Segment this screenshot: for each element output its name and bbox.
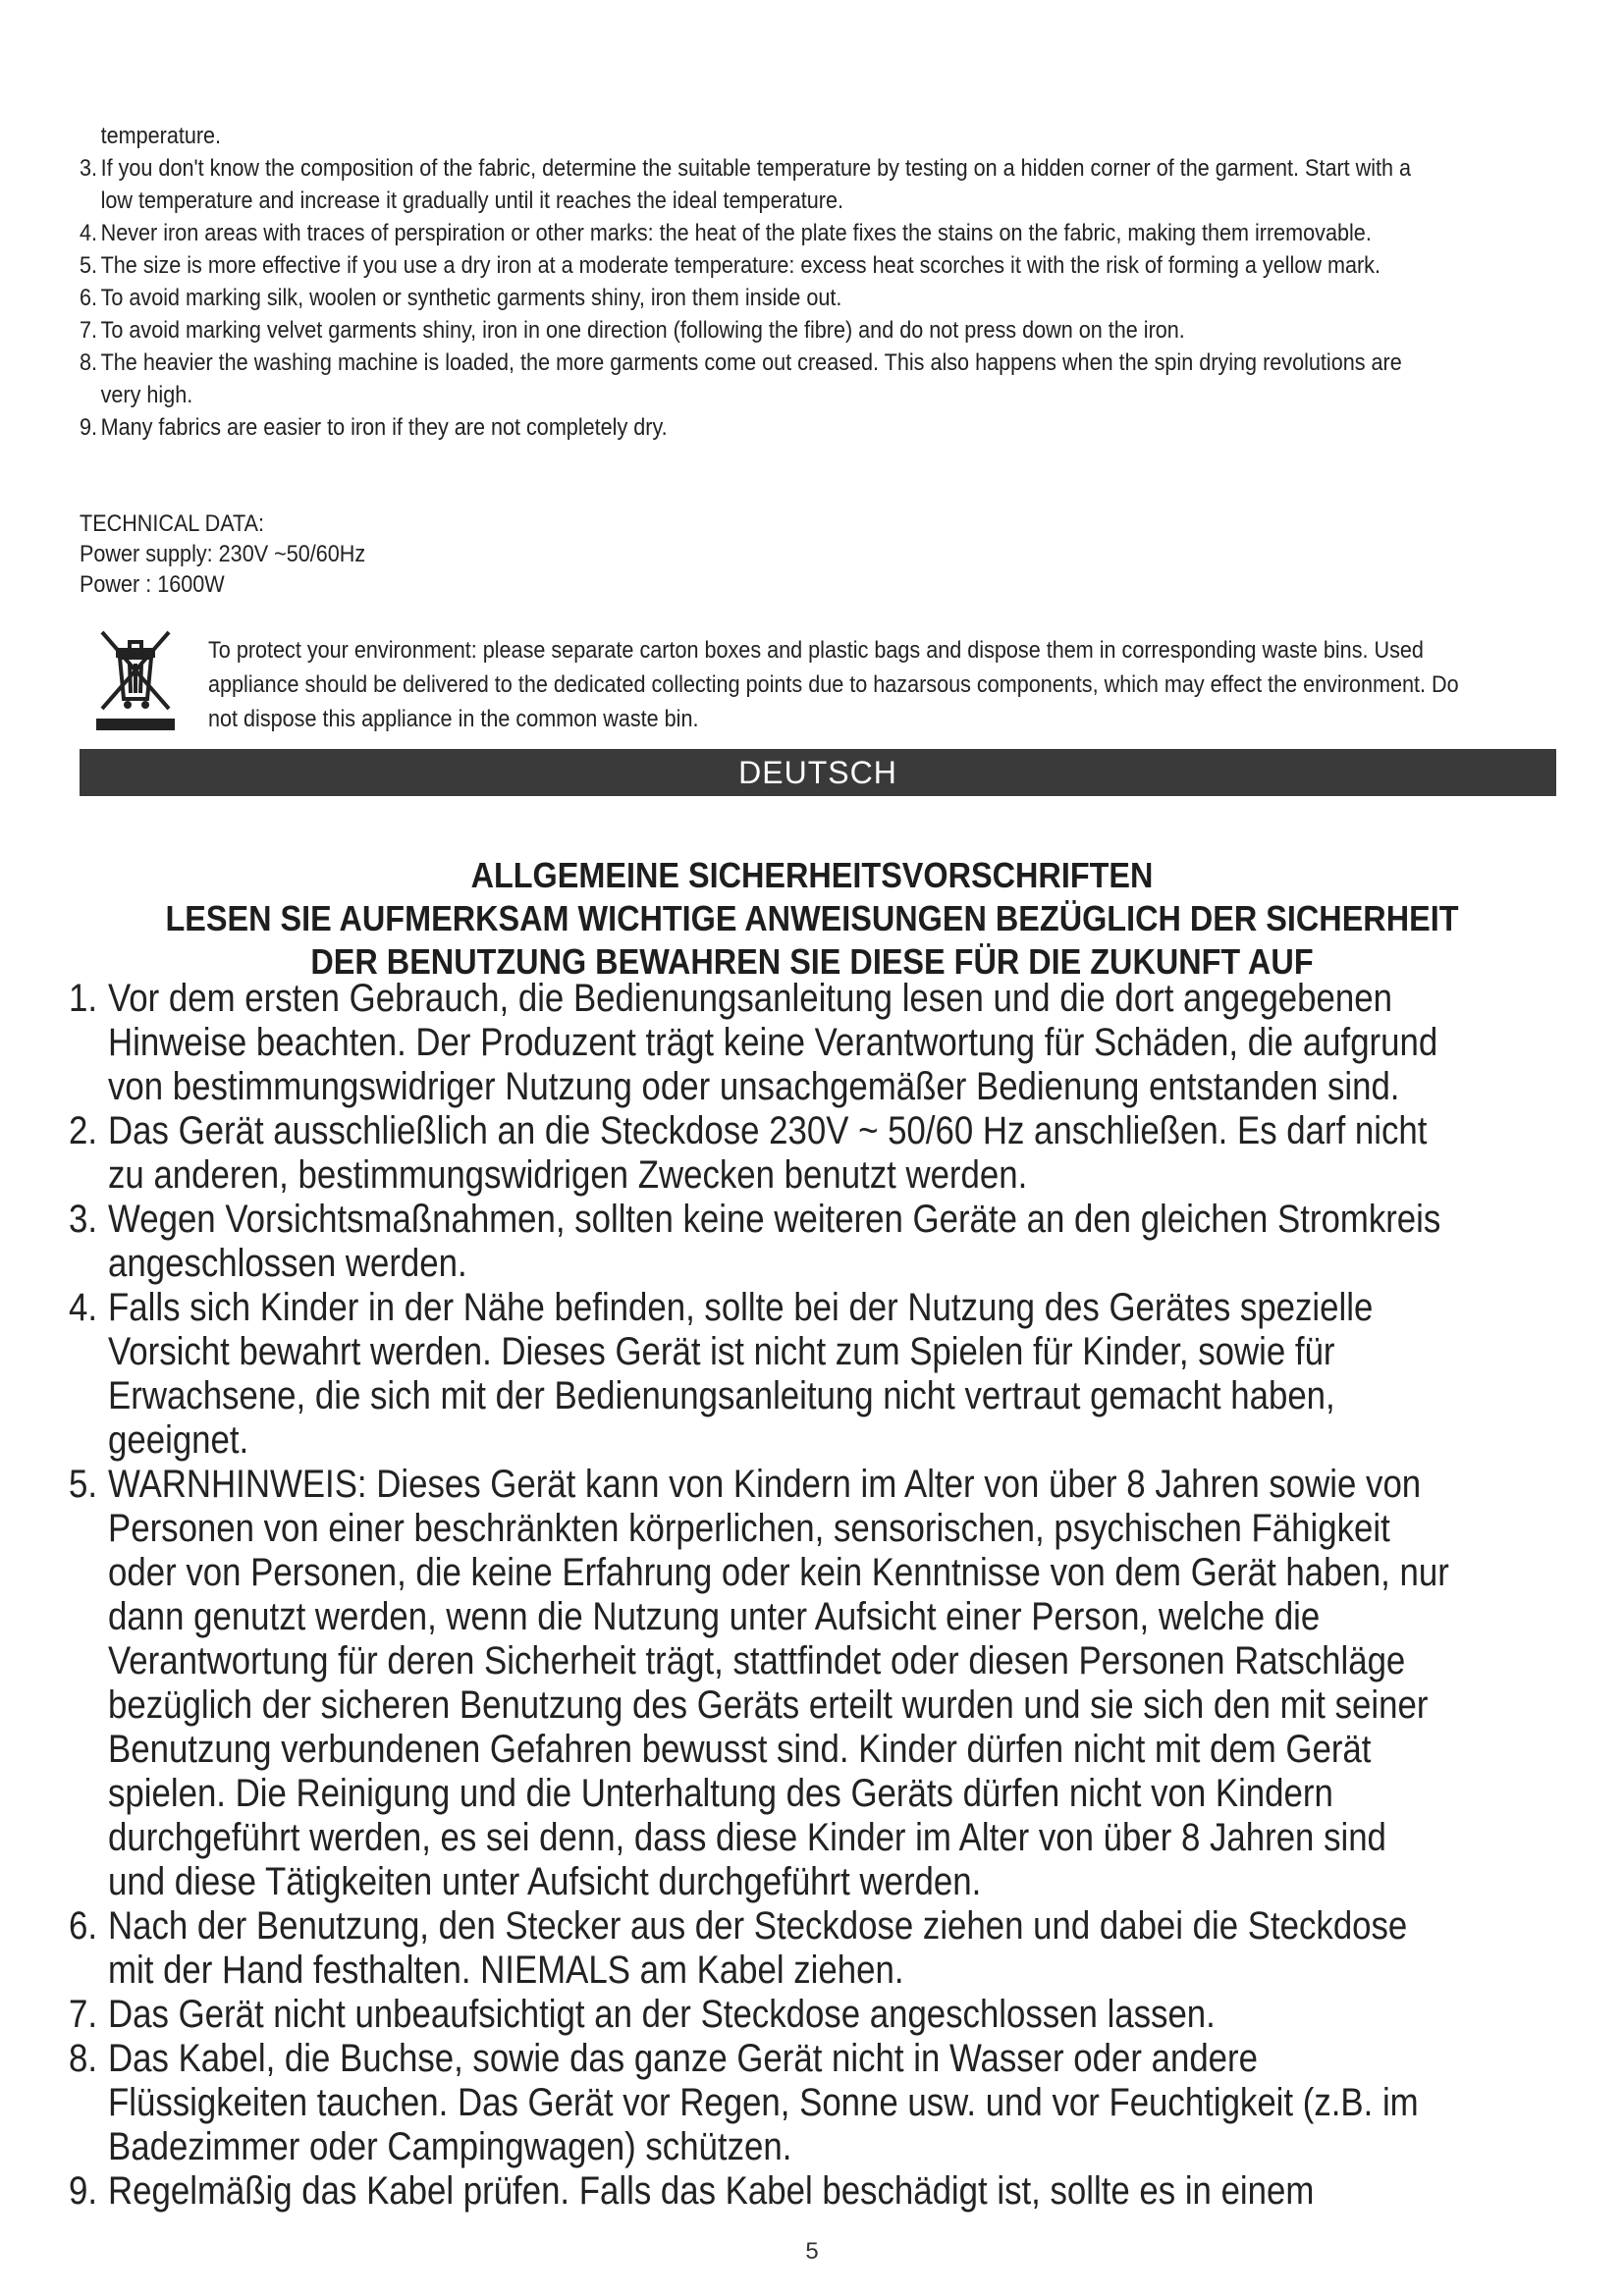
list-item: 1. Vor dem ersten Gebrauch, die Bedienungsanleitung lesen und die dort angegebenen Hinweise beachten. Der Produzent trägt keine Verantwortung für Schäden, die aufgrund von bestimmungswidriger Nutzung oder unsachgemäßer Bedienung entstanden sind. xyxy=(69,977,1438,1108)
english-section xyxy=(80,120,1423,444)
heading-line: DER BENUTZUNG BEWAHREN SIE DIESE FÜR DIE ZUKUNFT AUF xyxy=(310,941,1314,982)
list-item: 8. The heavier the washing machine is loaded, the more garments come out creased. This also happens when the spin drying revolutions are very high. xyxy=(80,349,1402,408)
list-item: 7. To avoid marking velvet garments shiny, iron in one direction (following the fibre) and do not press down on the iron. xyxy=(80,317,1185,344)
technical-data xyxy=(80,508,365,600)
language-bar: DEUTSCH xyxy=(80,749,1556,796)
list-item: 4. Falls sich Kinder in der Nähe befinden, sollte bei der Nutzung des Gerätes spezielle Vorsicht bewahrt werden. Dieses Gerät ist nicht zum Spielen für Kinder, sowie für Erwachsene, die sich mit der Bedienungsanleitung nicht vertraut gemacht haben, geeignet. xyxy=(69,1286,1374,1462)
weee-crossed-bin-icon xyxy=(94,624,177,734)
power-rating: Power : 1600W xyxy=(80,571,225,598)
list-item: 3. Wegen Vorsichtsmaßnahmen, sollten keine weiteren Geräte an den gleichen Stromkreis angeschlossen werden. xyxy=(69,1198,1441,1285)
list-item: 4. Never iron areas with traces of perspiration or other marks: the heat of the plate fixes the stains on the fabric, making them irremovable. xyxy=(80,220,1372,246)
list-item: 6. To avoid marking silk, woolen or synthetic garments shiny, iron them inside out. xyxy=(80,285,842,311)
heading-line: LESEN SIE AUFMERKSAM WICHTIGE ANWEISUNGEN BEZÜGLICH DER SICHERHEIT xyxy=(165,898,1459,938)
power-supply: Power supply: 230V ~50/60Hz xyxy=(80,541,366,567)
german-section xyxy=(69,977,1452,2214)
page-number: 5 xyxy=(805,2238,819,2265)
list-item: 3. If you don't know the composition of the fabric, determine the suitable temperature by testing on a hidden corner of the garment. Start with a low temperature and increase it gradually until it reaches the ideal temperature. xyxy=(80,155,1412,214)
english-list xyxy=(80,152,1423,444)
heading-line: ALLGEMEINE SICHERHEITSVORSCHRIFTEN xyxy=(470,855,1154,895)
list-item: 5. WARNHINWEIS: Dieses Gerät kann von Kindern im Alter von über 8 Jahren sowie von Personen von einer beschränkten körperlichen, sensorischen, psychischen Fähigkeit oder von Personen, die keine Erfahrung oder kein Kenntnisse von dem Gerät haben, nur dann genutzt werden, wenn die Nutzung unter Aufsicht einer Person, welche die Verantwortung für deren Sicherheit trägt, stattfindet oder diesen Personen Ratschläge bezüglich der sicheren Benutzung des Geräts erteilt wurden und sie sich den mit seiner Benutzung verbundenen Gefahren bewusst sind. Kinder dürfen nicht mit dem Gerät spielen. Die Reinigung und die Unterhaltung des Geräts dürfen nicht von Kindern durchgeführt werden, es sei denn, dass diese Kinder im Alter von über 8 Jahren sind und diese Tätigkeiten unter Aufsicht durchgeführt werden. xyxy=(69,1463,1449,1903)
list-item: 5. The size is more effective if you use a dry iron at a moderate temperature: excess heat scorches it with the risk of forming a yellow mark. xyxy=(80,252,1380,279)
german-heading xyxy=(0,854,1624,984)
german-list xyxy=(69,977,1452,2214)
list-item: 9. Many fabrics are easier to iron if they are not completely dry. xyxy=(80,414,668,441)
list-item: 7. Das Gerät nicht unbeaufsichtigt an der Steckdose angeschlossen lassen. xyxy=(69,1993,1216,2036)
list-item: 9. Regelmäßig das Kabel prüfen. Falls das Kabel beschädigt ist, sollte es in einem xyxy=(69,2169,1315,2213)
environment-notice: To protect your environment: please separate carton boxes and plastic bags and dispose them in corresponding waste bins. Used appliance should be delivered to the dedicated collecting points due to hazarsous components, which may effect the environment. Do not dispose this appliance in the common waste bin. xyxy=(208,637,1459,732)
technical-title: TECHNICAL DATA: xyxy=(80,510,265,537)
list-item: 8. Das Kabel, die Buchse, sowie das ganze Gerät nicht in Wasser oder andere Flüssigkeiten tauchen. Das Gerät vor Regen, Sonne usw. und vor Feuchtigkeit (z.B. im Badezimmer oder Campingwagen) schützen. xyxy=(69,2037,1419,2168)
list-item: 2. Das Gerät ausschließlich an die Steckdose 230V ~ 50/60 Hz anschließen. Es darf nicht zu anderen, bestimmungswidrigen Zwecken benutzt werden. xyxy=(69,1109,1428,1197)
list-item: 6. Nach der Benutzung, den Stecker aus der Steckdose ziehen und dabei die Steckdose mit der Hand festhalten. NIEMALS am Kabel ziehen. xyxy=(69,1904,1408,1992)
continuation-text: temperature. xyxy=(100,123,222,149)
